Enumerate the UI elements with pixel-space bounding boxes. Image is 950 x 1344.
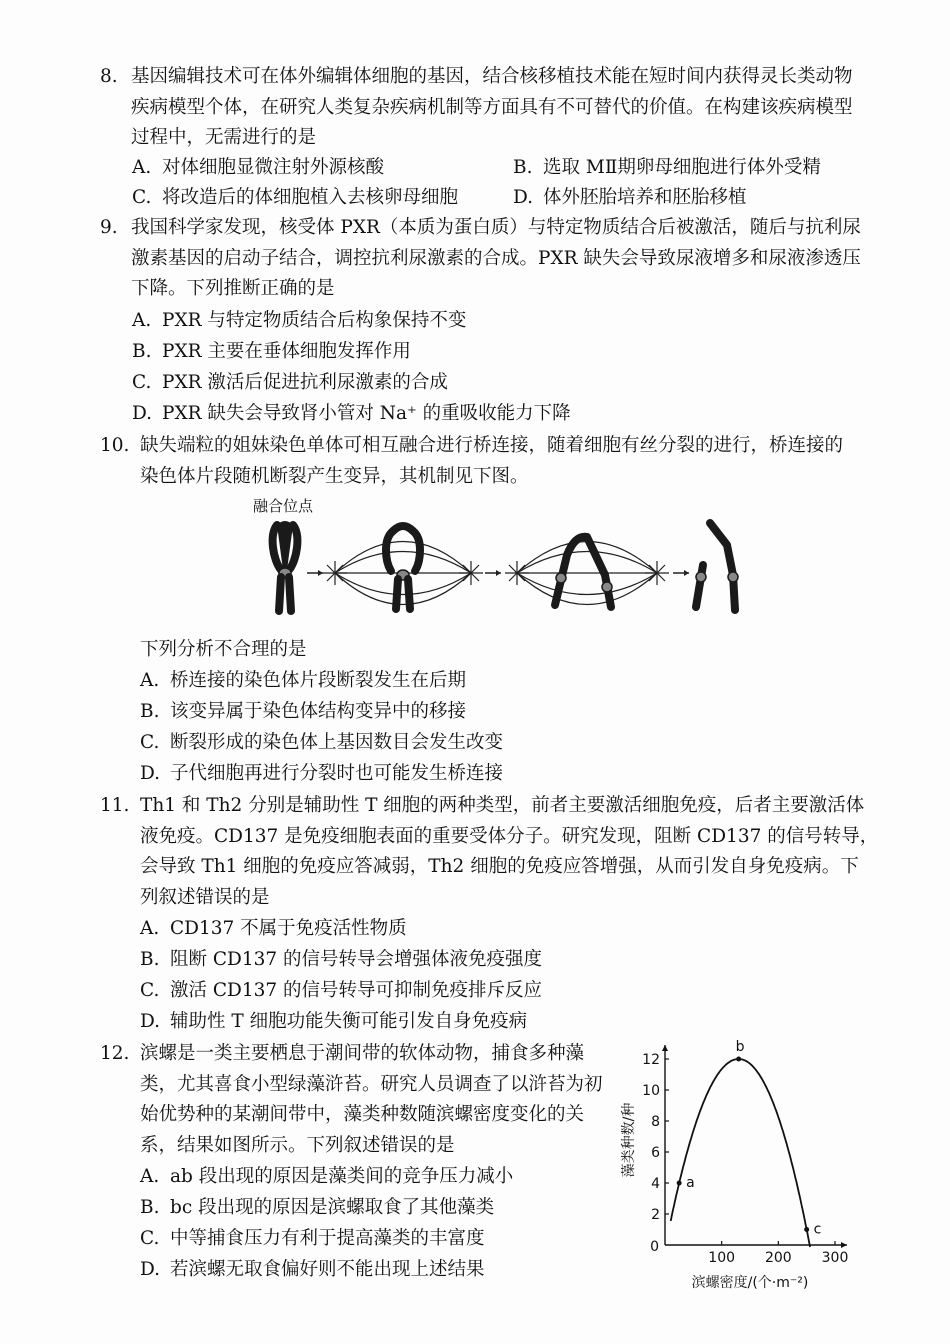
x-tick-label: 300 [821,1250,849,1266]
question-stem-line: 下降。下列推断正确的是 [131,278,335,299]
origin-tick-label: 0 [650,1239,659,1255]
question-stem-line: Th1 和 Th2 分别是辅助性 T 细胞的两种类型，前者主要激活细胞免疫，后者主要激活体 [140,795,865,816]
figure-label-fusion-site: 融合位点 [253,497,314,515]
option-9c: C. PXR 激活后促进抗利尿激素的合成 [132,372,448,393]
x-tick-label: 100 [708,1250,736,1266]
question-stem-line: 激素基因的启动子结合，调控抗利尿激素的合成。PXR 缺失会导致尿液增多和尿液渗透压 [131,247,861,269]
question-11 [100,791,879,913]
question-number: 12. [100,1043,130,1064]
option-10c: C. 断裂形成的染色体上基因数目会发生改变 [140,732,504,753]
fused-chromatids-stage-1 [273,521,298,611]
broken-chromosomes-stage-4 [696,523,738,610]
data-label-a: a [686,1175,695,1191]
question-stem-line: 过程中，无需进行的是 [131,127,317,148]
option-8a: A. 对体细胞显微注射外源核酸 [132,157,385,178]
data-point-b [736,1057,741,1062]
bridged-chromosome-stage-3 [555,537,612,607]
data-point-a [677,1181,682,1186]
option-10d: D. 子代细胞再进行分裂时也可能发生桥连接 [140,763,504,784]
option-9b: B. PXR 主要在垂体细胞发挥作用 [132,341,411,362]
spindle-stage-3 [505,542,669,605]
question-number: 9. [100,217,118,238]
option-11a: A. CD137 不属于免疫活性物质 [140,918,407,939]
series-line [671,1059,810,1247]
option-8d: D. 体外胚胎培养和胚胎移植 [513,187,747,208]
data-label-c: c [813,1221,822,1238]
y-axis-label: 藻类种数/种 [621,1102,637,1178]
question-10 [100,431,870,492]
question-stem-line: 会导致 Th1 细胞的免疫应答减弱，Th2 细胞的免疫应答增强，从而引发自身免疫病。下 [140,856,859,877]
option-12d: D. 若滨螺无取食偏好则不能出现上述结果 [140,1259,485,1280]
question-stem-line: 滨螺是一类主要栖息于潮间带的软体动物，捕食多种藻 [140,1043,585,1064]
option-11d: D. 辅助性 T 细胞功能失衡可能引发自身免疫病 [140,1011,528,1032]
y-axis-arrow [662,1045,668,1051]
question-stem-line: 染色体片段随机断裂产生变异，其机制见下图。 [140,465,529,487]
question-8 [100,62,870,154]
question-stem-line: 我国科学家发现，核受体 PXR（本质为蛋白质）与特定物质结合后被激活，随后与抗利尿 [131,217,861,238]
y-tick-label: 4 [651,1176,660,1192]
question-9 [100,213,870,305]
question-number: 10. [100,435,130,456]
option-12b: B. bc 段出现的原因是滨螺取食了其他藻类 [140,1197,495,1218]
y-tick-label: 8 [651,1114,660,1130]
y-tick-label: 10 [642,1083,660,1099]
option-9d: D. PXR 缺失会导致肾小管对 Na⁺ 的重吸收能力下降 [132,403,571,424]
data-label-b: b [735,1039,745,1055]
question-12 [100,1039,620,1161]
question-stem-line: 列叙述错误的是 [140,886,270,908]
question-stem-line: 系，结果如图所示。下列叙述错误的是 [140,1134,455,1156]
option-10a: A. 桥连接的染色体片段断裂发生在后期 [140,670,467,691]
chromosome-bridge-diagram [255,515,755,625]
data-point-c [804,1227,809,1232]
question-stem-line: 始优势种的某潮间带中，藻类种数随滨螺密度变化的关 [140,1104,585,1125]
option-11b: B. 阻断 CD137 的信号转导会增强体液免疫强度 [140,949,543,970]
algae-species-chart [615,1035,865,1295]
question-stem-line: 基因编辑技术可在体外编辑体细胞的基因，结合核移植技术能在短时间内获得灵长类动物 [131,66,853,87]
option-8b: B. 选取 MⅡ期卵母细胞进行体外受精 [513,157,821,178]
question-stem-line: 疾病模型个体，在研究人类复杂疾病机制等方面具有不可替代的价值。在构建该疾病模型 [131,96,853,118]
option-8c: C. 将改造后的体细胞植入去核卵母细胞 [132,187,459,208]
question-10-followup: 下列分析不合理的是 [140,639,307,660]
x-axis-arrow [841,1242,847,1248]
x-axis-label: 滨螺密度/(个·m⁻²) [691,1275,809,1291]
y-tick-label: 6 [651,1145,660,1161]
question-stem-line: 缺失端粒的姐妹染色单体可相互融合进行桥连接，随着细胞有丝分裂的进行，桥连接的 [140,435,844,456]
option-12a: A. ab 段出现的原因是藻类间的竞争压力减小 [140,1166,514,1187]
option-12c: C. 中等捕食压力有利于提高藻类的丰富度 [140,1228,485,1249]
x-tick-label: 200 [764,1250,792,1266]
option-11c: C. 激活 CD137 的信号转导可抑制免疫排斥反应 [140,980,543,1001]
option-10b: B. 该变异属于染色体结构变异中的移接 [140,701,467,722]
y-tick-label: 2 [651,1207,660,1223]
question-number: 8. [100,66,118,87]
question-stem-line: 类，尤其喜食小型绿藻浒苔。研究人员调查了以浒苔为初 [140,1073,603,1095]
question-number: 11. [100,795,130,816]
fused-chromatids-stage-2 [386,526,420,609]
option-9a: A. PXR 与特定物质结合后构象保持不变 [132,310,467,331]
y-tick-label: 12 [642,1052,660,1068]
question-stem-line: 液免疫。CD137 是免疫细胞表面的重要受体分子。研究发现，阻断 CD137 的信号转导， [140,825,879,847]
